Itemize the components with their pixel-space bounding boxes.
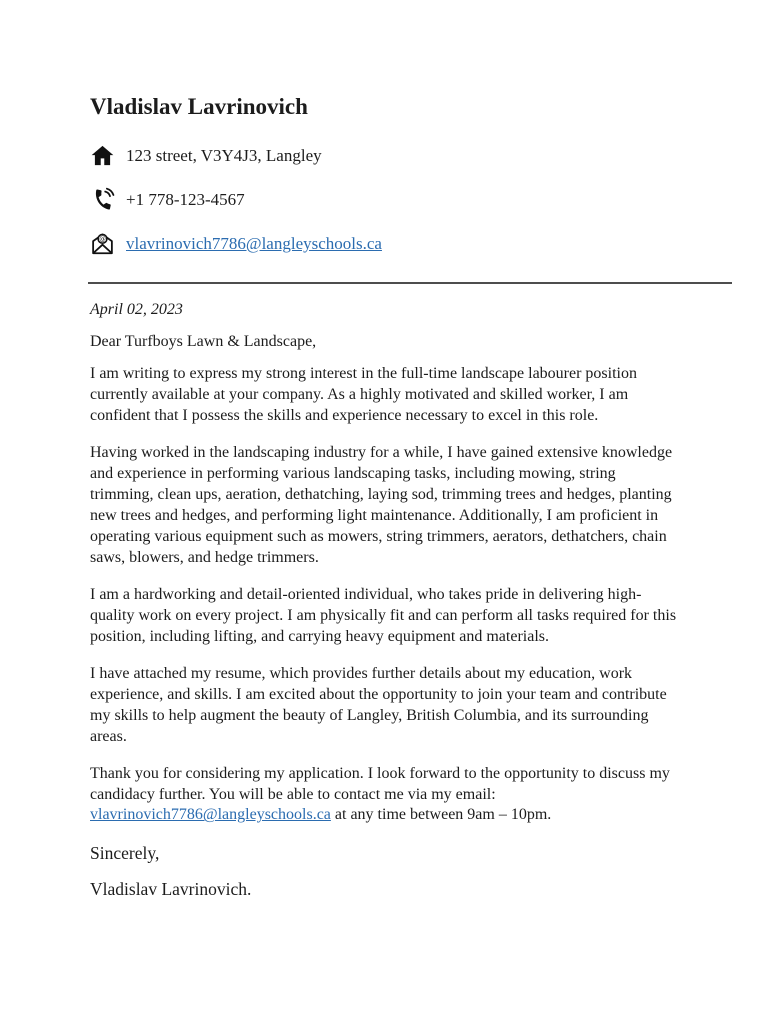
header-divider [88, 282, 732, 284]
paragraph-experience: Having worked in the landscaping industry for a while, I have gained extensive knowledge and experience in performing various landscaping tasks, including mowing, string trimming, clean ups, aeration, dethatching, laying sod, trimming trees and hedges, planting new trees and hedges, and performing light maintenance. Additionally, I am proficient in operating various equipment such as mowers, string trimmers, aerators, dethatchers, chain saws, blowers, and hedge trimmers. [90, 444, 673, 566]
thanks-text-before-link: Thank you for considering my application. I look forward to the opportunity to discuss my candidacy further. You will be able to contact me via my email: [90, 764, 670, 803]
home-icon [90, 143, 115, 168]
email-row [90, 231, 680, 256]
paragraph-thanks [90, 764, 680, 827]
email-envelope-icon [90, 231, 115, 256]
salutation: Dear Turfboys Lawn & Landscape, [90, 333, 317, 351]
sender-name: Vladislav Lavrinovich [90, 94, 308, 119]
address-text: 123 street, V3Y4J3, Langley [126, 145, 322, 165]
phone-text: +1 778-123-4567 [126, 189, 245, 209]
phone-icon [90, 187, 115, 212]
address-row [90, 143, 680, 168]
phone-row [90, 187, 680, 212]
paragraph-intro: I am writing to express my strong interest in the full-time landscape labourer position currently available at your company. As a highly motivated and skilled worker, I am confident that I possess the skills and experience necessary to excel in this role. [90, 365, 637, 425]
svg-text:@: @ [99, 235, 106, 244]
signature: Vladislav Lavrinovich. [90, 879, 252, 900]
email-link[interactable]: vlavrinovich7786@langleyschools.ca [126, 233, 382, 253]
signoff: Sincerely, [90, 843, 160, 864]
paragraph-resume: I have attached my resume, which provides further details about my education, work experience, and skills. I am excited about the opportunity to join your team and contribute my skills to help augment the beauty of Langley, British Columbia, and its surrounding areas. [90, 664, 667, 745]
thanks-text-after-link: at any time between 9am – 10pm. [330, 806, 552, 824]
inline-email-link[interactable]: vlavrinovich7786@langleyschools.ca [90, 806, 331, 824]
paragraph-qualities: I am a hardworking and detail-oriented individual, who takes pride in delivering high-quality work on every project. I am physically fit and can perform all tasks required for this position, including lifting, and carrying heavy equipment and materials. [90, 585, 677, 645]
letter-date: April 02, 2023 [90, 301, 183, 319]
